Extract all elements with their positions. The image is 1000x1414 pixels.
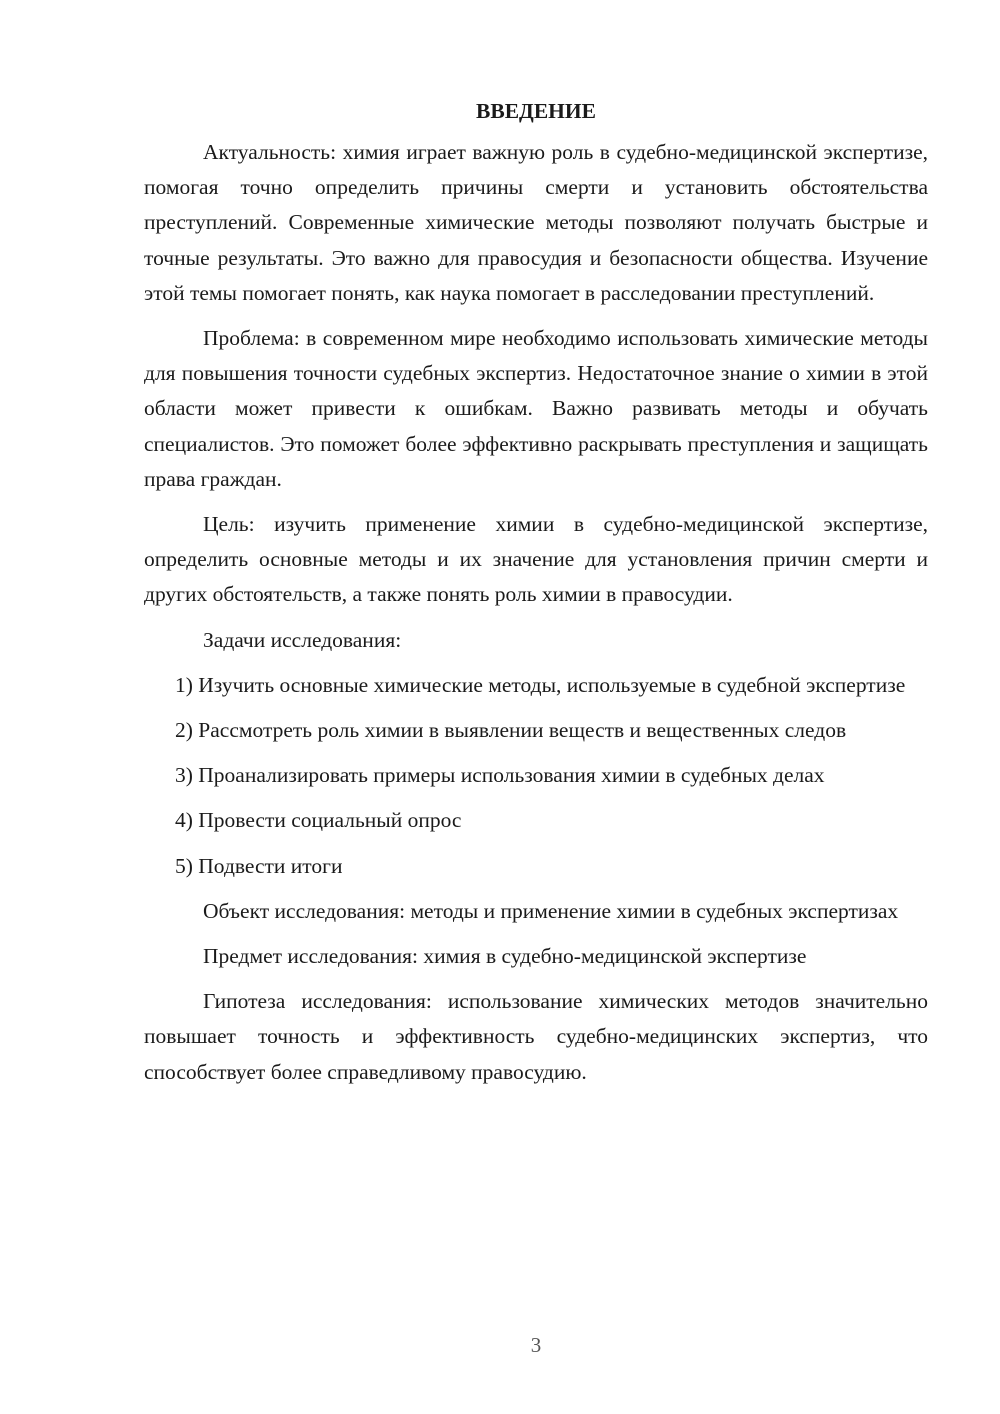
task-item-2: 2) Рассмотреть роль химии в выявлении веществ и вещественных следов [175, 718, 847, 743]
hypothesis-paragraph: Гипотеза исследования: использование химических методов значительно повышает точность и эффективность судебно-медицинских экспертиз, что способствует более справедливому правосудию. [144, 989, 928, 1084]
page-number: 3 [530, 1333, 542, 1357]
problem-paragraph: Проблема: в современном мире необходимо использовать химические методы для повышения точности судебных экспертиз. Недостаточное знание о химии в этой области может привести к ошибкам. Важно развивать методы и обучать специалистов. Это поможет более эффективно раскрывать преступления и защищать права граждан. [144, 326, 928, 491]
task-item-3: 3) Проанализировать примеры использования химии в судебных делах [175, 763, 825, 788]
task-item-4: 4) Провести социальный опрос [175, 808, 462, 833]
relevance-paragraph: Актуальность: химия играет важную роль в судебно-медицинской экспертизе, помогая точно определить причины смерти и установить обстоятельства преступлений. Современные химические методы позволяют получать быстрые и точные результаты. Это важно для правосудия и безопасности общества. Изучение этой темы помогает понять, как наука помогает в расследовании преступлений. [144, 140, 928, 305]
task-item-1: 1) Изучить основные химические методы, используемые в судебной экспертизе [175, 672, 906, 697]
page-title: ВВЕДЕНИЕ [476, 99, 596, 123]
goal-paragraph: Цель: изучить применение химии в судебно-медицинской экспертизе, определить основные методы и их значение для установления причин смерти и других обстоятельств, а также понять роль химии в правосудии. [144, 512, 928, 607]
task-item-5: 5) Подвести итоги [175, 853, 343, 878]
object-paragraph: Объект исследования: методы и применение химии в судебных экспертизах [203, 898, 899, 923]
document-body [144, 96, 928, 1100]
subject-paragraph: Предмет исследования: химия в судебно-медицинской экспертизе [203, 944, 807, 969]
tasks-heading: Задачи исследования: [203, 627, 402, 652]
